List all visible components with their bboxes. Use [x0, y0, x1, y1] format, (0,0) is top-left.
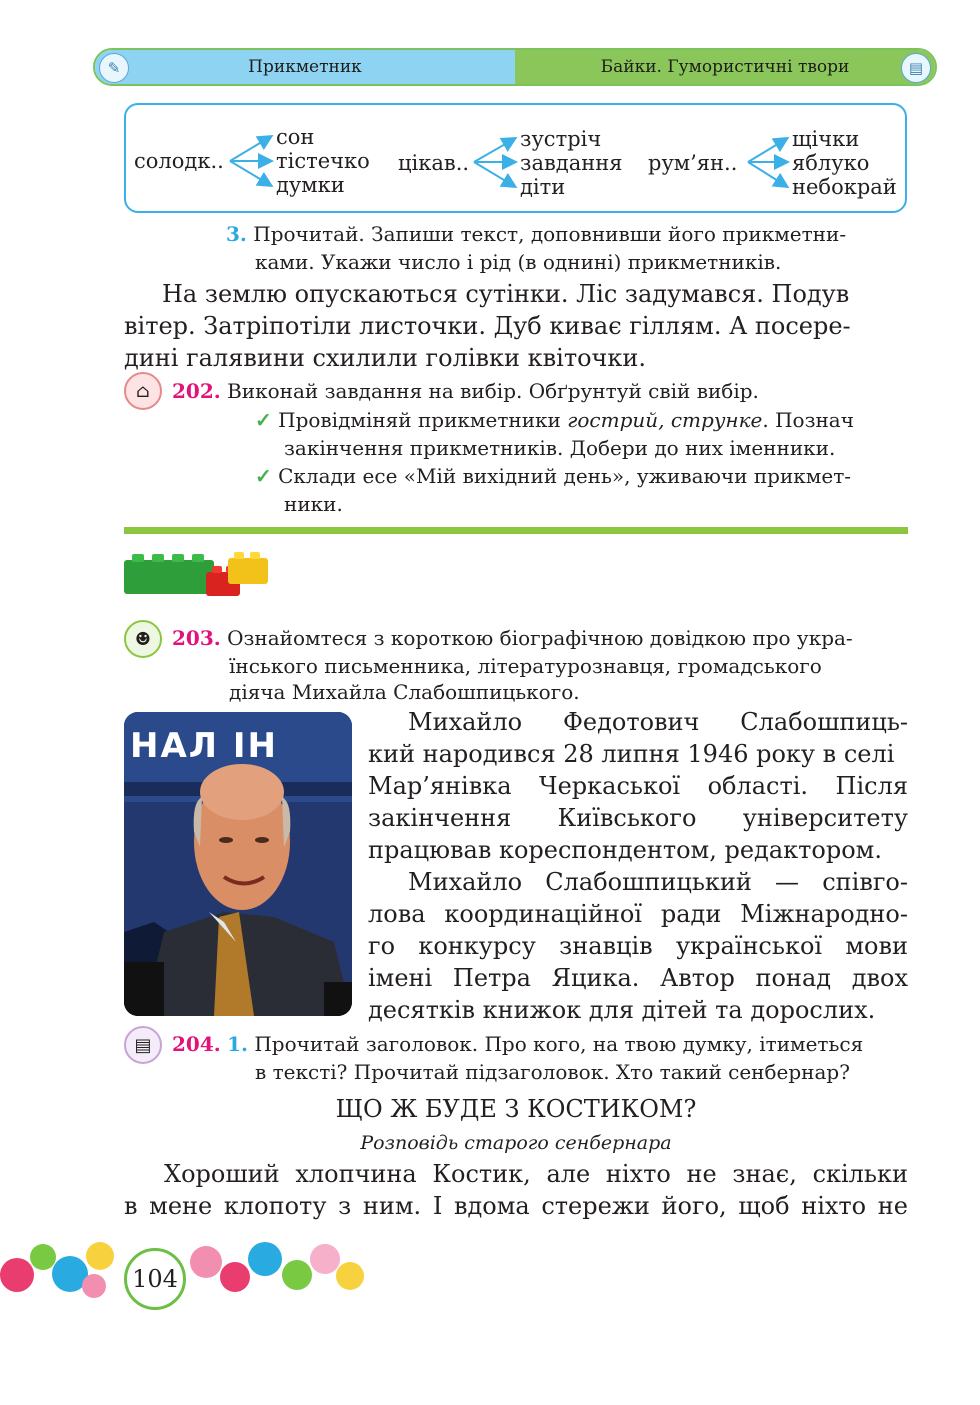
task-202-number: 202. [172, 379, 221, 403]
task-204-number: 204. [172, 1032, 221, 1056]
header-right-title: Байки. Гумористичні твори [600, 57, 850, 77]
word-3-3: небокрай [792, 175, 897, 199]
home-icon: ⌂ [124, 372, 162, 410]
section-divider [124, 527, 908, 534]
word-1-2: тістечко [276, 149, 370, 173]
task-3-instruction [226, 220, 908, 248]
flower-icon [336, 1262, 364, 1290]
bio-line: працював кореспондентом, редактором. [368, 836, 882, 864]
flower-icon [248, 1242, 282, 1276]
task-202-option-1 [255, 406, 915, 434]
text-line: дині галявини схилили голівки квіточки. [124, 344, 647, 372]
stem-2: цікав.. [398, 151, 470, 175]
task-204-line-2: в тексті? Прочитай підзаголовок. Хто такий сенбернар? [255, 1060, 850, 1084]
bio-line: десятків книжок для дітей та дорослих. [368, 996, 876, 1024]
task-202-option-1-line-2: закінчення прикметників. Добери до них іменники. [284, 436, 836, 460]
task-202-line-1: Виконай завдання на вибір. Обґрунтуй свій вибір. [227, 379, 759, 403]
task-3-text [124, 278, 908, 374]
bio-line: лова координаційної ради Міжнародно- [368, 900, 908, 928]
bio-line: Михайло Слабошпицький — співго- [408, 868, 908, 896]
flower-icon [310, 1244, 340, 1274]
task-202-option-2-line-2: ники. [284, 492, 343, 516]
word-3-2: яблуко [792, 151, 870, 175]
task-203-line-3: діяча Михайла Слабошпицького. [229, 680, 580, 704]
photo-background-sign: НАЛ ІН [130, 726, 278, 766]
task-204-instruction [172, 1030, 912, 1058]
text-line: На землю опускаються сутінки. Ліс задумався. Подув [162, 280, 850, 308]
task-204-line-1: Прочитай заголовок. Про кого, на твою думку, ітиметься [254, 1032, 864, 1056]
task-204-sub-number: 1. [227, 1032, 248, 1056]
flower-icon [220, 1262, 250, 1292]
flower-icon [282, 1260, 312, 1290]
book-icon: ▤ [901, 53, 931, 83]
flower-decoration [0, 1238, 380, 1318]
bio-line: Мар’янівка Черкаської області. Після [368, 772, 908, 800]
stem-1: солодк.. [134, 149, 224, 173]
pen-icon: ✎ [99, 53, 129, 83]
word-arrow-box [124, 103, 907, 213]
page-header [93, 48, 937, 86]
word-1-3: думки [276, 173, 345, 197]
story-title: ЩО Ж БУДЕ З КОСТИКОМ? [335, 1095, 697, 1123]
header-left-title: Прикметник [248, 57, 362, 77]
word-1-1: сон [276, 125, 315, 149]
word-2-3: діти [520, 175, 566, 199]
task-3-line-2: ками. Укажи число і рід (в однині) прикметників. [255, 250, 782, 274]
bio-line: закінчення Київського університету [368, 804, 908, 832]
word-3-1: щічки [792, 127, 860, 151]
word-2-2: завдання [520, 151, 623, 175]
checkmark-icon: ✓ [255, 464, 272, 488]
header-section-right [515, 50, 935, 84]
task-202-instruction [172, 377, 912, 405]
checkmark-icon: ✓ [255, 408, 272, 432]
story-text [124, 1158, 908, 1222]
bio-line: го конкурсу знавців української мови [368, 932, 908, 960]
bio-line: Михайло Федотович Слабошпиць- [408, 708, 908, 736]
option-1-text-b: . Познач [762, 408, 854, 432]
header-section-left [95, 50, 515, 84]
lego-bricks-icon [124, 548, 270, 598]
task-203-number: 203. [172, 626, 221, 650]
task-203-line-1: Ознайомтеся з короткою біографічною довідкою про укра- [227, 626, 853, 650]
flower-icon [30, 1244, 56, 1270]
flower-icon [82, 1274, 106, 1298]
flower-icon [190, 1246, 222, 1278]
story-subtitle: Розповідь старого сенбернара [360, 1132, 672, 1154]
children-icon: ☻ [124, 620, 162, 658]
story-line: Хороший хлопчина Костик, але ніхто не знає, скільки [164, 1160, 908, 1188]
task-3-number: 3. [226, 222, 247, 246]
open-book-icon: ▤ [124, 1026, 162, 1064]
page-number: 104 [124, 1248, 186, 1310]
task-3-line-1: Прочитай. Запиши текст, доповнивши його прикметни- [253, 222, 847, 246]
option-1-text-a: Провідміняй прикметники [278, 408, 568, 432]
option-1-italic: гострий, струнке [567, 408, 763, 432]
option-2-line-1: Склади есе «Мій вихідний день», уживаючи прикмет- [278, 464, 852, 488]
bio-line: кий народився 28 липня 1946 року в селі [368, 740, 895, 768]
bio-line: імені Петра Яцика. Автор понад двох [368, 964, 908, 992]
word-2-1: зустріч [520, 127, 602, 151]
flower-icon [0, 1258, 34, 1292]
task-202-option-2 [255, 462, 915, 490]
story-line: в мене клопоту з ним. І вдома стережи його, щоб ніхто не [124, 1192, 908, 1220]
author-photo [124, 712, 352, 1016]
stem-3: рум’ян.. [648, 151, 738, 175]
biography-text [368, 706, 908, 1026]
text-line: вітер. Затріпотіли листочки. Дуб киває гіллям. А посере- [124, 312, 851, 340]
flower-icon [86, 1242, 114, 1270]
task-203-instruction [172, 624, 912, 652]
task-203-line-2: їнського письменника, літературознавця, громадського [229, 654, 822, 678]
